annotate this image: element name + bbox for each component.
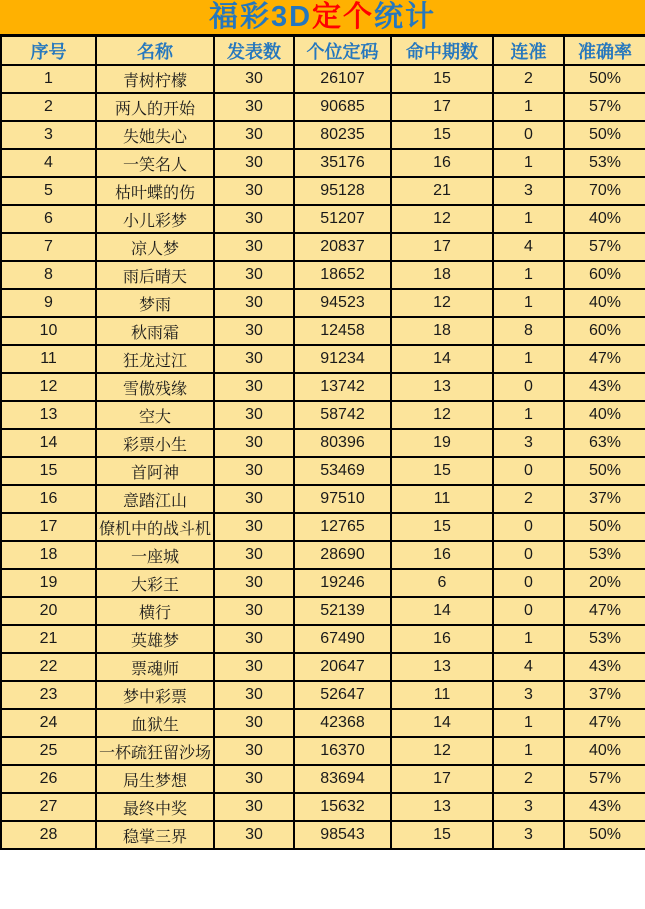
table-cell: 英雄梦 bbox=[96, 625, 214, 653]
title-part-blue-1: 福彩3D bbox=[208, 0, 313, 33]
table-cell: 21 bbox=[391, 177, 493, 205]
table-cell: 16 bbox=[391, 149, 493, 177]
table-cell: 4 bbox=[493, 653, 564, 681]
table-cell: 16370 bbox=[294, 737, 391, 765]
table-cell: 40% bbox=[564, 737, 645, 765]
table-row bbox=[1, 401, 645, 429]
table-cell: 3 bbox=[1, 121, 96, 149]
table-cell: 稳掌三界 bbox=[96, 821, 214, 849]
table-cell: 1 bbox=[493, 149, 564, 177]
table-cell: 17 bbox=[391, 93, 493, 121]
table-cell: 局生梦想 bbox=[96, 765, 214, 793]
table-row bbox=[1, 261, 645, 289]
table-cell: 2 bbox=[493, 765, 564, 793]
table-cell: 30 bbox=[214, 709, 294, 737]
table-row bbox=[1, 457, 645, 485]
table-cell: 0 bbox=[493, 597, 564, 625]
table-cell: 21 bbox=[1, 625, 96, 653]
table-cell: 18 bbox=[1, 541, 96, 569]
table-row bbox=[1, 429, 645, 457]
table-row bbox=[1, 65, 645, 93]
table-cell: 30 bbox=[214, 121, 294, 149]
table-row bbox=[1, 737, 645, 765]
table-cell: 12 bbox=[391, 401, 493, 429]
table-cell: 6 bbox=[1, 205, 96, 233]
table-cell: 3 bbox=[493, 793, 564, 821]
table-cell: 11 bbox=[391, 485, 493, 513]
table-row bbox=[1, 765, 645, 793]
table-cell: 83694 bbox=[294, 765, 391, 793]
table-cell: 13 bbox=[391, 373, 493, 401]
table-cell: 97510 bbox=[294, 485, 391, 513]
table-cell: 95128 bbox=[294, 177, 391, 205]
table-cell: 17 bbox=[391, 765, 493, 793]
table-cell: 16 bbox=[1, 485, 96, 513]
table-cell: 一座城 bbox=[96, 541, 214, 569]
table-cell: 9 bbox=[1, 289, 96, 317]
table-cell: 19246 bbox=[294, 569, 391, 597]
table-cell: 30 bbox=[214, 401, 294, 429]
table-cell: 15 bbox=[391, 457, 493, 485]
table-row bbox=[1, 625, 645, 653]
table-cell: 0 bbox=[493, 513, 564, 541]
table-cell: 57% bbox=[564, 233, 645, 261]
table-cell: 14 bbox=[1, 429, 96, 457]
table-cell: 20647 bbox=[294, 653, 391, 681]
table-cell: 30 bbox=[214, 821, 294, 849]
table-cell: 空大 bbox=[96, 401, 214, 429]
table-cell: 57% bbox=[564, 765, 645, 793]
table-cell: 7 bbox=[1, 233, 96, 261]
table-cell: 失她失心 bbox=[96, 121, 214, 149]
table-row bbox=[1, 93, 645, 121]
table-row bbox=[1, 821, 645, 849]
table-cell: 11 bbox=[1, 345, 96, 373]
table-cell: 3 bbox=[493, 429, 564, 457]
table-cell: 1 bbox=[493, 625, 564, 653]
table-cell: 14 bbox=[391, 597, 493, 625]
table-cell: 30 bbox=[214, 177, 294, 205]
table-row bbox=[1, 541, 645, 569]
table-cell: 37% bbox=[564, 485, 645, 513]
table-cell: 50% bbox=[564, 821, 645, 849]
table-cell: 35176 bbox=[294, 149, 391, 177]
table-cell: 大彩王 bbox=[96, 569, 214, 597]
table-cell: 47% bbox=[564, 345, 645, 373]
table-cell: 67490 bbox=[294, 625, 391, 653]
table-cell: 30 bbox=[214, 625, 294, 653]
table-row bbox=[1, 793, 645, 821]
table-cell: 15 bbox=[391, 821, 493, 849]
table-cell: 1 bbox=[493, 401, 564, 429]
column-header-2: 发表数 bbox=[214, 37, 294, 65]
table-cell: 秋雨霜 bbox=[96, 317, 214, 345]
table-cell: 70% bbox=[564, 177, 645, 205]
table-cell: 3 bbox=[493, 177, 564, 205]
table-row bbox=[1, 373, 645, 401]
table-cell: 0 bbox=[493, 457, 564, 485]
table-cell: 2 bbox=[1, 93, 96, 121]
table-cell: 雪傲残缘 bbox=[96, 373, 214, 401]
table-cell: 30 bbox=[214, 653, 294, 681]
table-cell: 42368 bbox=[294, 709, 391, 737]
table-cell: 47% bbox=[564, 597, 645, 625]
table-cell: 18 bbox=[391, 317, 493, 345]
table-cell: 意踏江山 bbox=[96, 485, 214, 513]
table-cell: 0 bbox=[493, 541, 564, 569]
table-row bbox=[1, 177, 645, 205]
table-cell: 枯叶蝶的伤 bbox=[96, 177, 214, 205]
table-row bbox=[1, 709, 645, 737]
table-cell: 53% bbox=[564, 149, 645, 177]
table-cell: 13 bbox=[1, 401, 96, 429]
table-cell: 53469 bbox=[294, 457, 391, 485]
table-cell: 15 bbox=[391, 513, 493, 541]
table-cell: 37% bbox=[564, 681, 645, 709]
table-cell: 1 bbox=[493, 205, 564, 233]
table-cell: 26107 bbox=[294, 65, 391, 93]
table-cell: 13 bbox=[391, 793, 493, 821]
table-cell: 80396 bbox=[294, 429, 391, 457]
table-cell: 1 bbox=[493, 261, 564, 289]
table-cell: 12 bbox=[391, 205, 493, 233]
table-row bbox=[1, 513, 645, 541]
table-cell: 19 bbox=[391, 429, 493, 457]
table-cell: 两人的开始 bbox=[96, 93, 214, 121]
table-cell: 1 bbox=[493, 289, 564, 317]
table-cell: 1 bbox=[493, 709, 564, 737]
table-cell: 16 bbox=[391, 625, 493, 653]
title-part-blue-2: 统计 bbox=[374, 0, 437, 33]
table-cell: 30 bbox=[214, 569, 294, 597]
table-cell: 1 bbox=[493, 737, 564, 765]
table-cell: 30 bbox=[214, 457, 294, 485]
table-cell: 52139 bbox=[294, 597, 391, 625]
table-cell: 1 bbox=[1, 65, 96, 93]
table-cell: 17 bbox=[1, 513, 96, 541]
table-row bbox=[1, 149, 645, 177]
table-cell: 63% bbox=[564, 429, 645, 457]
table-cell: 19 bbox=[1, 569, 96, 597]
table-cell: 12 bbox=[1, 373, 96, 401]
table-cell: 最终中奖 bbox=[96, 793, 214, 821]
table-row bbox=[1, 289, 645, 317]
table-body bbox=[1, 65, 645, 849]
table-cell: 30 bbox=[214, 513, 294, 541]
table-cell: 8 bbox=[493, 317, 564, 345]
column-header-4: 命中期数 bbox=[391, 37, 493, 65]
table-cell: 0 bbox=[493, 121, 564, 149]
table-cell: 23 bbox=[1, 681, 96, 709]
table-cell: 一杯疏狂留沙场 bbox=[96, 737, 214, 765]
column-header-0: 序号 bbox=[1, 37, 96, 65]
table-cell: 20837 bbox=[294, 233, 391, 261]
table-cell: 15 bbox=[1, 457, 96, 485]
table-cell: 30 bbox=[214, 289, 294, 317]
table-cell: 12 bbox=[391, 737, 493, 765]
table-cell: 20% bbox=[564, 569, 645, 597]
table-cell: 僚机中的战斗机 bbox=[96, 513, 214, 541]
table-cell: 53% bbox=[564, 541, 645, 569]
table-cell: 青树柠檬 bbox=[96, 65, 214, 93]
table-cell: 50% bbox=[564, 121, 645, 149]
table-cell: 80235 bbox=[294, 121, 391, 149]
table-cell: 血狱生 bbox=[96, 709, 214, 737]
table-cell: 18652 bbox=[294, 261, 391, 289]
table-cell: 凉人梦 bbox=[96, 233, 214, 261]
table-cell: 13 bbox=[391, 653, 493, 681]
table-cell: 3 bbox=[493, 821, 564, 849]
table-cell: 12458 bbox=[294, 317, 391, 345]
table-cell: 22 bbox=[1, 653, 96, 681]
table-cell: 24 bbox=[1, 709, 96, 737]
table-cell: 28690 bbox=[294, 541, 391, 569]
table-row bbox=[1, 121, 645, 149]
table-cell: 25 bbox=[1, 737, 96, 765]
table-cell: 43% bbox=[564, 653, 645, 681]
table-cell: 40% bbox=[564, 289, 645, 317]
table-cell: 26 bbox=[1, 765, 96, 793]
table-cell: 30 bbox=[214, 485, 294, 513]
table-cell: 14 bbox=[391, 345, 493, 373]
table-cell: 60% bbox=[564, 317, 645, 345]
table-cell: 40% bbox=[564, 401, 645, 429]
column-header-5: 连准 bbox=[493, 37, 564, 65]
table-cell: 60% bbox=[564, 261, 645, 289]
table-cell: 梦雨 bbox=[96, 289, 214, 317]
table-cell: 0 bbox=[493, 569, 564, 597]
table-row bbox=[1, 653, 645, 681]
table-cell: 一笑名人 bbox=[96, 149, 214, 177]
table-cell: 狂龙过江 bbox=[96, 345, 214, 373]
table-cell: 30 bbox=[214, 373, 294, 401]
column-header-1: 名称 bbox=[96, 37, 214, 65]
table-cell: 2 bbox=[493, 65, 564, 93]
title-part-red: 定个 bbox=[312, 0, 375, 33]
table-cell: 27 bbox=[1, 793, 96, 821]
table-cell: 13742 bbox=[294, 373, 391, 401]
table-cell: 50% bbox=[564, 513, 645, 541]
table-cell: 30 bbox=[214, 205, 294, 233]
table-cell: 横行 bbox=[96, 597, 214, 625]
table-cell: 43% bbox=[564, 373, 645, 401]
table-cell: 6 bbox=[391, 569, 493, 597]
table-row bbox=[1, 569, 645, 597]
table-cell: 30 bbox=[214, 597, 294, 625]
table-row bbox=[1, 205, 645, 233]
page-title bbox=[0, 0, 645, 37]
table-cell: 28 bbox=[1, 821, 96, 849]
table-cell: 11 bbox=[391, 681, 493, 709]
table-cell: 47% bbox=[564, 709, 645, 737]
table-cell: 17 bbox=[391, 233, 493, 261]
table-cell: 2 bbox=[493, 485, 564, 513]
table-cell: 梦中彩票 bbox=[96, 681, 214, 709]
table-cell: 4 bbox=[493, 233, 564, 261]
table-cell: 58742 bbox=[294, 401, 391, 429]
table-cell: 50% bbox=[564, 457, 645, 485]
table-row bbox=[1, 233, 645, 261]
table-cell: 30 bbox=[214, 93, 294, 121]
table-cell: 30 bbox=[214, 345, 294, 373]
table-cell: 43% bbox=[564, 793, 645, 821]
table-cell: 20 bbox=[1, 597, 96, 625]
table-cell: 30 bbox=[214, 429, 294, 457]
table-cell: 1 bbox=[493, 345, 564, 373]
header-row bbox=[1, 37, 645, 65]
column-header-6: 准确率 bbox=[564, 37, 645, 65]
table-cell: 10 bbox=[1, 317, 96, 345]
table-cell: 90685 bbox=[294, 93, 391, 121]
table-cell: 4 bbox=[1, 149, 96, 177]
table-cell: 彩票小生 bbox=[96, 429, 214, 457]
table-row bbox=[1, 317, 645, 345]
table-cell: 57% bbox=[564, 93, 645, 121]
table-cell: 15 bbox=[391, 121, 493, 149]
table-cell: 30 bbox=[214, 765, 294, 793]
table-cell: 30 bbox=[214, 65, 294, 93]
table-cell: 12765 bbox=[294, 513, 391, 541]
table-cell: 5 bbox=[1, 177, 96, 205]
table-row bbox=[1, 681, 645, 709]
table-row bbox=[1, 345, 645, 373]
table-cell: 15632 bbox=[294, 793, 391, 821]
table-cell: 0 bbox=[493, 373, 564, 401]
table-cell: 30 bbox=[214, 233, 294, 261]
table-cell: 30 bbox=[214, 681, 294, 709]
table-cell: 12 bbox=[391, 289, 493, 317]
table-cell: 票魂师 bbox=[96, 653, 214, 681]
table-cell: 雨后晴天 bbox=[96, 261, 214, 289]
table-cell: 91234 bbox=[294, 345, 391, 373]
table-cell: 94523 bbox=[294, 289, 391, 317]
table-cell: 小儿彩梦 bbox=[96, 205, 214, 233]
table-cell: 16 bbox=[391, 541, 493, 569]
table-row bbox=[1, 485, 645, 513]
column-header-3: 个位定码 bbox=[294, 37, 391, 65]
table-cell: 30 bbox=[214, 261, 294, 289]
table-cell: 30 bbox=[214, 317, 294, 345]
table-cell: 30 bbox=[214, 793, 294, 821]
table-row bbox=[1, 597, 645, 625]
table-cell: 52647 bbox=[294, 681, 391, 709]
table-cell: 50% bbox=[564, 65, 645, 93]
table-cell: 首阿神 bbox=[96, 457, 214, 485]
table-cell: 1 bbox=[493, 93, 564, 121]
table-cell: 30 bbox=[214, 541, 294, 569]
statistics-table bbox=[0, 37, 645, 850]
table-cell: 53% bbox=[564, 625, 645, 653]
table-cell: 30 bbox=[214, 737, 294, 765]
table-cell: 14 bbox=[391, 709, 493, 737]
table-cell: 8 bbox=[1, 261, 96, 289]
table-cell: 18 bbox=[391, 261, 493, 289]
table-cell: 30 bbox=[214, 149, 294, 177]
table-cell: 98543 bbox=[294, 821, 391, 849]
table-cell: 51207 bbox=[294, 205, 391, 233]
table-cell: 15 bbox=[391, 65, 493, 93]
table-cell: 3 bbox=[493, 681, 564, 709]
table-cell: 40% bbox=[564, 205, 645, 233]
